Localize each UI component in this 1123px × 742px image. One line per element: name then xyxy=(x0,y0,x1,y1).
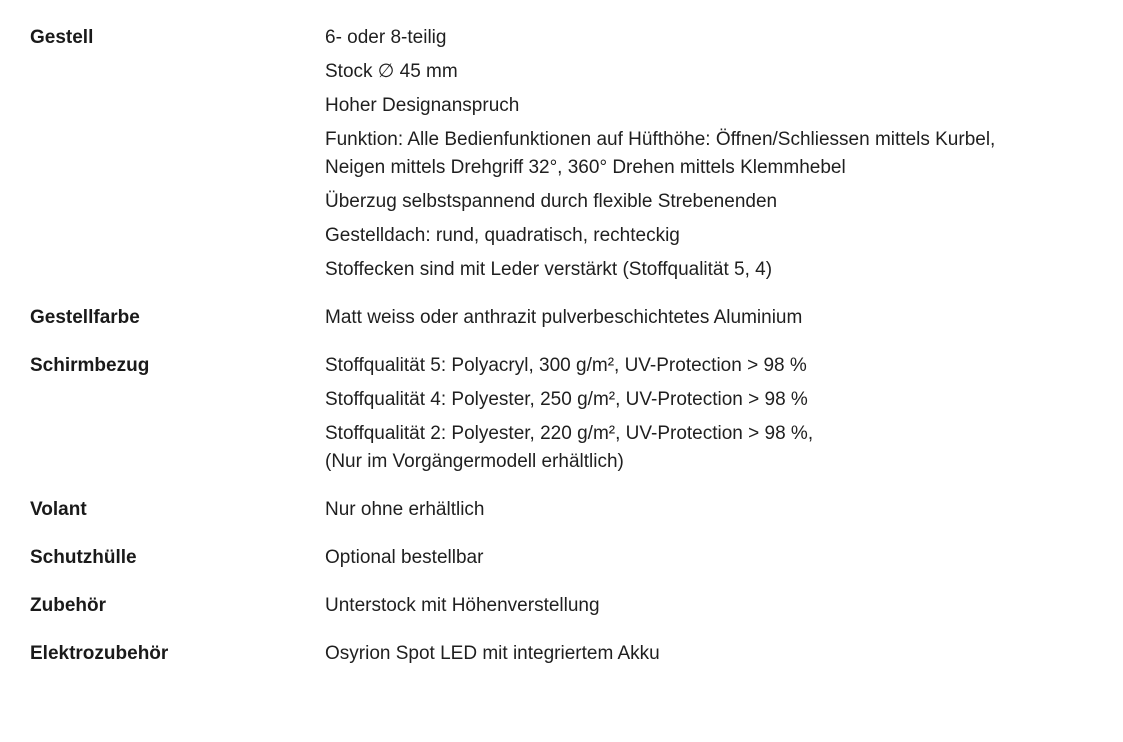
spec-label: Gestellfarbe xyxy=(30,307,140,328)
spec-value: Optional bestellbar xyxy=(325,547,484,568)
spec-values xyxy=(325,24,1100,284)
spec-values xyxy=(325,544,1100,572)
spec-values xyxy=(325,496,1100,524)
spec-value: Stoffecken sind mit Leder verstärkt (Stoffqualität 5, 4) xyxy=(325,259,773,280)
spec-label: Zubehör xyxy=(30,595,106,616)
spec-label: Schutzhülle xyxy=(30,547,137,568)
spec-row-elektrozubehoer xyxy=(30,640,1100,668)
spec-label: Gestell xyxy=(30,27,94,48)
spec-row-volant xyxy=(30,496,1100,524)
spec-value: Funktion: Alle Bedienfunktionen auf Hüfthöhe: Öffnen/Schliessen mittels Kurbel, Neigen mittels Drehgriff 32°, 360° Drehen mittels Klemmhebel xyxy=(325,129,996,178)
spec-value: 6- oder 8-teilig xyxy=(325,27,447,48)
spec-value: Hoher Designanspruch xyxy=(325,95,520,116)
spec-table xyxy=(30,24,1100,688)
spec-row-schirmbezug xyxy=(30,352,1100,476)
spec-value: Stoffqualität 5: Polyacryl, 300 g/m², UV-Protection > 98 % xyxy=(325,355,807,376)
spec-value: Unterstock mit Höhenverstellung xyxy=(325,595,600,616)
spec-label: Volant xyxy=(30,499,87,520)
spec-value: Stock ∅ 45 mm xyxy=(325,61,458,82)
spec-value: Stoffqualität 4: Polyester, 250 g/m², UV-Protection > 98 % xyxy=(325,389,808,410)
spec-label: Elektrozubehör xyxy=(30,643,169,664)
spec-value: Überzug selbstspannend durch flexible Strebenenden xyxy=(325,191,778,212)
spec-row-zubehoer xyxy=(30,592,1100,620)
spec-value: Gestelldach: rund, quadratisch, rechteckig xyxy=(325,225,680,246)
spec-row-gestellfarbe xyxy=(30,304,1100,332)
spec-values xyxy=(325,352,1100,476)
spec-row-gestell xyxy=(30,24,1100,284)
spec-value: Nur ohne erhältlich xyxy=(325,499,485,520)
spec-values xyxy=(325,304,1100,332)
spec-row-schutzhuelle xyxy=(30,544,1100,572)
spec-label: Schirmbezug xyxy=(30,355,150,376)
spec-value: Stoffqualität 2: Polyester, 220 g/m², UV-Protection > 98 %, (Nur im Vorgängermodell erhältlich) xyxy=(325,423,814,472)
spec-value: Osyrion Spot LED mit integriertem Akku xyxy=(325,643,660,664)
spec-value: Matt weiss oder anthrazit pulverbeschichtetes Aluminium xyxy=(325,307,803,328)
spec-values xyxy=(325,640,1100,668)
spec-values xyxy=(325,592,1100,620)
